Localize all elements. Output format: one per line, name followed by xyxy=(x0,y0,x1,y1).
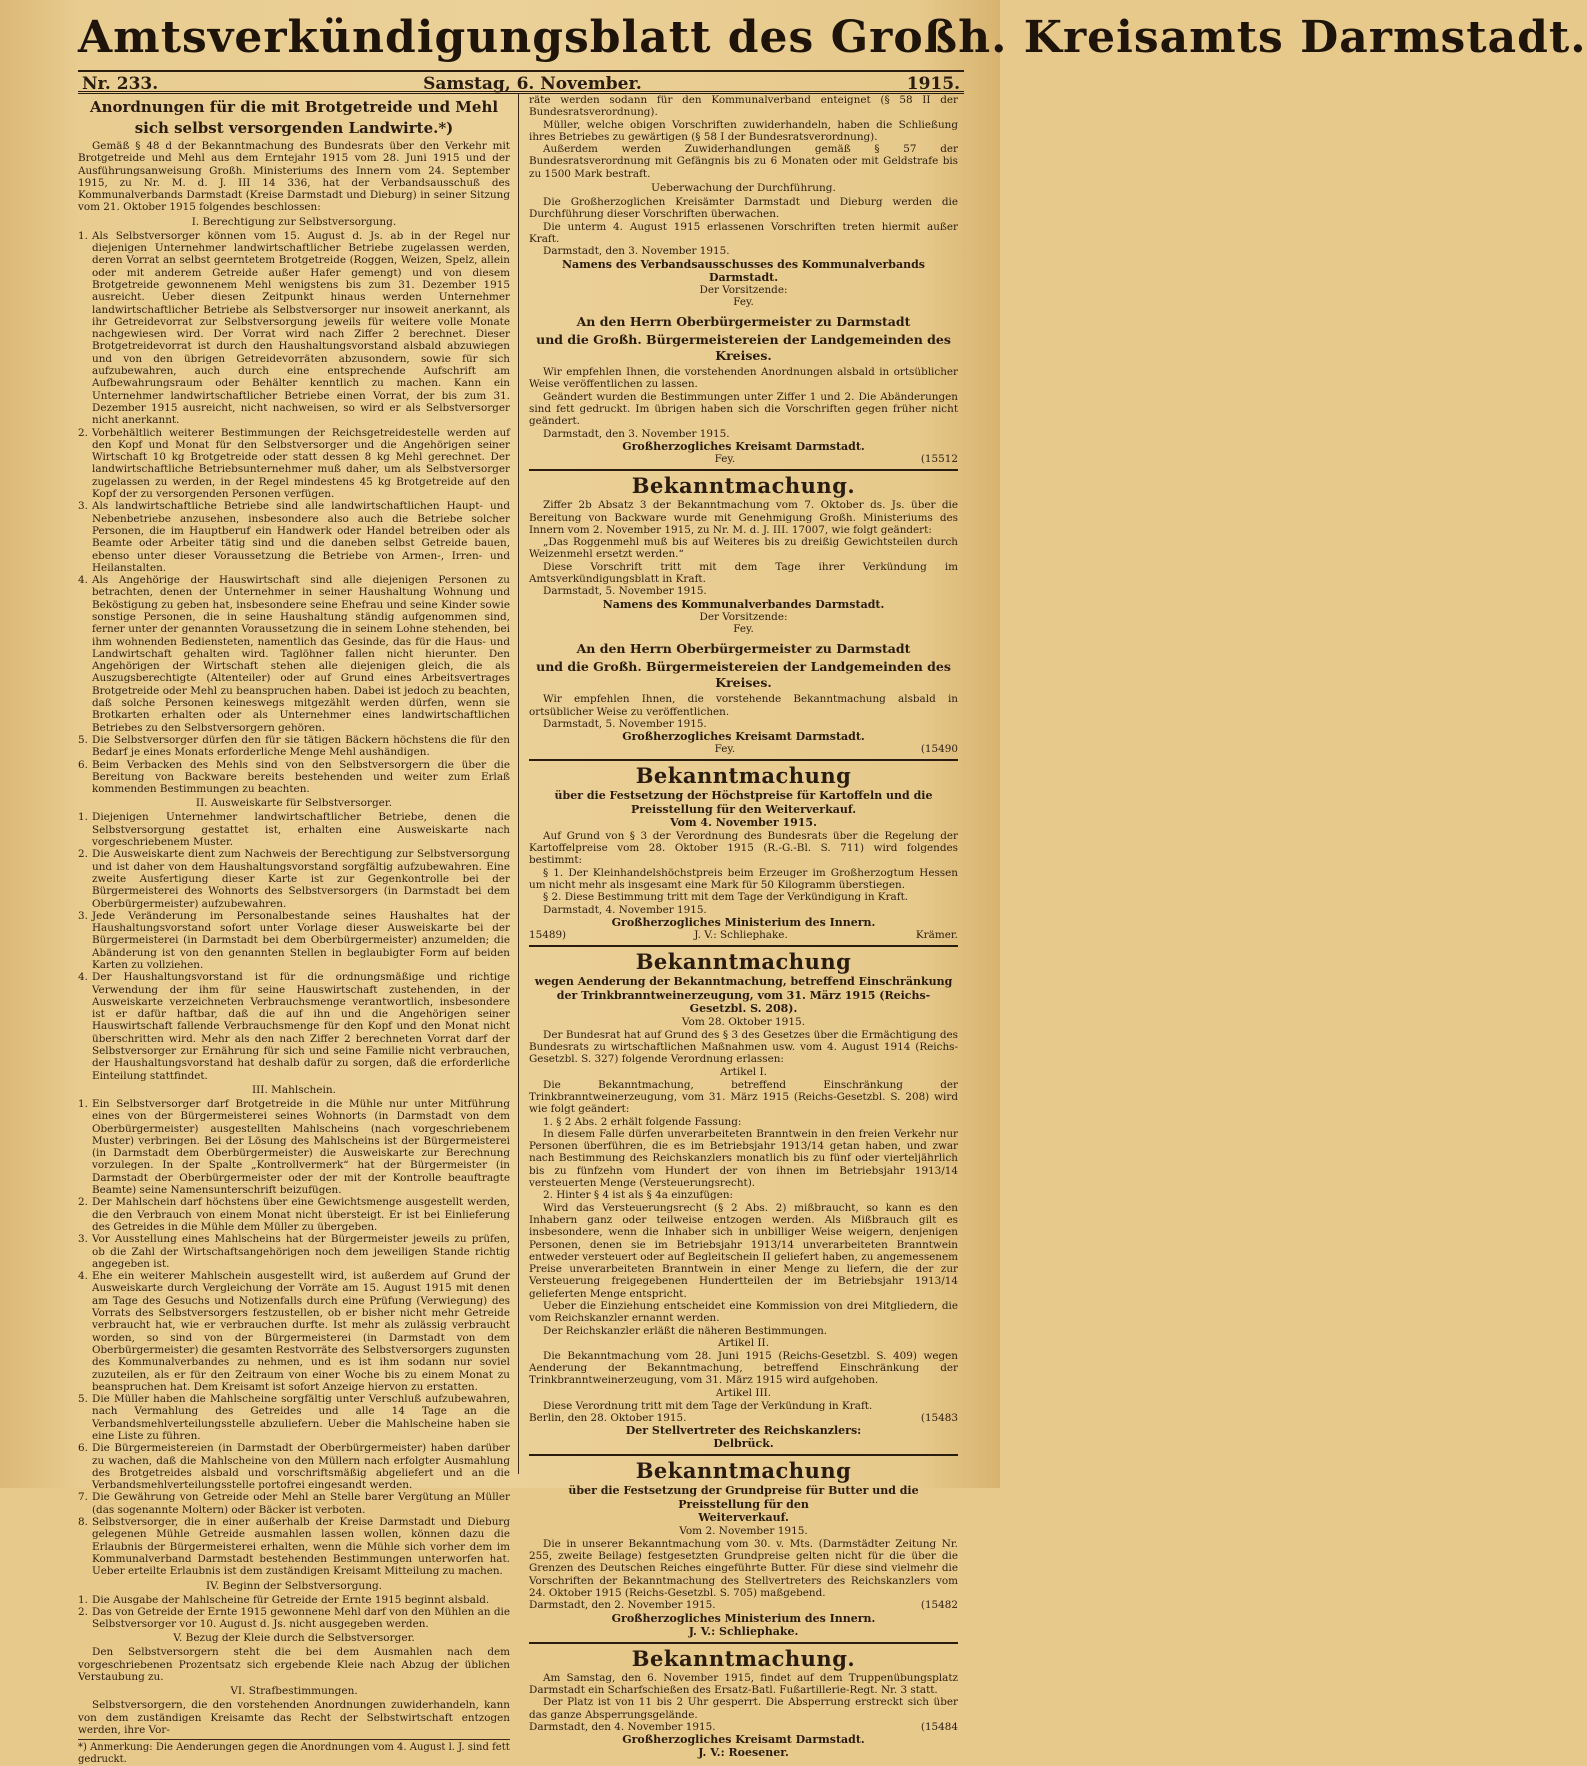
right-section-7: Die Großherzoglichen Kreisämter Darmstadt und Dieburg werden die Durchführung dieser Vorschriften überwachen. Die unterm 4. August 1915 erlassenen Vorschriften treten hiermit außer Kraft. Darmstadt, den 3. November 1915. xyxy=(529,196,958,258)
notice-5-signature-1: Großherzogliches Kreisamt Darmstadt. xyxy=(622,1733,865,1747)
notice-2-subtitle-2: Preisstellung für den Weiterverkauf. xyxy=(630,802,857,816)
notice-4-place-date: Darmstadt, den 2. November 1915. xyxy=(529,1599,716,1612)
list-item xyxy=(78,734,510,759)
list-item xyxy=(78,574,510,734)
right-continuation: räte werden sodann für den Kommunalverband enteignet (§ 58 II der Bundesratsverordnung). Müller, welche obigen Vorschriften zuwiderhandeln, haben die Schließung ihres Betriebes zu gewärtigen (§ 58 I der Bundesratsverordnung). Außerdem werden Zuwiderhandlungen gemäß § 57 der Bundesratsverordnung mit Gefängnis bis zu 6 Monaten oder mit Geldstrafe bis zu 1500 Mark bestraft. xyxy=(529,94,958,180)
section-1-list xyxy=(78,230,510,796)
notice-1-signature-4: Großherzogliches Kreisamt Darmstadt. xyxy=(622,730,865,744)
notice-4-subtitle-3: Vom 2. November 1915. xyxy=(679,1524,808,1537)
list-item-text: Die Selbstversorger dürfen den für sie tätigen Bäckern höchstens die für den Bedarf je eines Monats erforderliche Menge Mehl aushändigen. xyxy=(92,733,510,759)
notice-1-text: Ziffer 2b Absatz 3 der Bekanntmachung vom 7. Oktober ds. Js. über die Bereitung von Backware wurde mit Genehmigung Großh. Ministeriums des Innern vom 2. November 1915, zu Nr. M. d. J. III. 17007, wie folgt geändert: „Das Roggenmehl muß bis auf Weiteres bis zu dreißig Gewichtsteilen durch Weizenmehl ersetzt werden.“ Diese Vorschrift tritt mit dem Tage ihrer Verkündung im Amtsverkündigungsblatt in Kraft. Darmstadt, 5. November 1915. xyxy=(529,499,958,598)
notice-1-signature-5: Fey. xyxy=(714,743,736,756)
notice-2-signature-1: Großherzogliches Ministerium des Innern. xyxy=(611,915,876,929)
notice-1-title: Bekanntmachung. xyxy=(529,469,958,499)
notice-2-signature-2: J. V.: Schliephake. xyxy=(694,928,788,941)
notice-3-article-3: Diese Verordnung tritt mit dem Tage der Verkündung in Kraft. xyxy=(543,1399,873,1412)
list-item-text: Die Müller haben die Mahlscheine sorgfältig unter Verschluß aufzubewahren, nach Vermahlung des Getreides und alle 14 Tage an die Verbandsmehlverteilungsstelle abzuliefern. Ueber die Mahlscheine haben sie eine Liste zu führen. xyxy=(92,1393,510,1442)
notice-5-text: Am Samstag, den 6. November 1915, findet auf dem Truppenübungsplatz Darmstadt ein Scharfschießen des Ersatz-Batl. Fußartillerie-Regt. Nr. 3 statt. Der Platz ist von 11 bis 2 Uhr gesperrt. Die Absperrung erstreckt sich über das ganze Absperrungsgelände. xyxy=(529,1671,958,1721)
section-4-list xyxy=(78,1594,510,1631)
notice-5-sign-row xyxy=(529,1721,958,1733)
notice-4-subtitle-2: Weiterverkauf. xyxy=(698,1511,789,1525)
notice-3-sign-row xyxy=(529,1412,958,1424)
list-item-text: Als Angehörige der Hauswirtschaft sind alle diejenigen Personen zu betrachten, denen der Unternehmer in seiner Haushaltung Wohnung und Beköstigung zu geben hat, insbesondere seine Ehefrau und seine Kinder sowie sonstige Personen, die in seine Haushaltung ständig aufgenommen sind, ferner unter der genannten Voraussetzung die in seinem Lohne stehenden, bei ihm wohnenden Bediensteten, namentlich das Gesinde, das für die Haus- und Landwirtschaft gehalten wird. Taglöhner fallen nicht hierunter. Den Angehörigen der Wirtschaft stehen alle diejenigen gleich, die als Auszugsberechtigte (Altenteiler) oder auf Grund eines Arbeitsvertrages Brotgetreide oder Mehl zu beanspruchen haben. Dabei ist jedoch zu beachten, daß solche Personen keineswegs mitgezählt werden dürfen, wenn sie Brotkarten erhalten oder als Unternehmer eines landwirtschaftlichen Betriebes zu den Selbstversorgern gehören. xyxy=(92,574,510,734)
notice-4-signature-2: J. V.: Schliephake. xyxy=(688,1624,799,1638)
list-item-text: Ein Selbstversorger darf Brotgetreide in die Mühle nur unter Mitführung eines von der Bürgermeisterei seines Wohnorts (in Darmstadt von dem Oberbürgermeister) ausgestellten Mahlscheins (nach vorgeschriebenem Muster) verbringen. Bei der Lösung des Mahlscheins ist der Bürgermeisterei (in Darmstadt dem Oberbürgermeister) die Ausweiskarte zur Berechnung vorzulegen. In der Spalte „Kontrollvermerk“ hat der Bürgermeister (in Darmstadt der Oberbürgermeister oder der mit der Kontrolle beauftragte Beamte) seine Namensunterschrift beizufügen. xyxy=(92,1097,510,1197)
notice-1-address-1: An den Herrn Oberbürgermeister zu Darmstadt xyxy=(576,641,911,657)
section-1-heading: I. Berechtigung zur Selbstversorgung. xyxy=(191,215,397,228)
list-item xyxy=(78,1393,510,1442)
article-2-heading: Artikel II. xyxy=(717,1336,770,1349)
list-item xyxy=(78,1594,510,1606)
list-item-number: 1. xyxy=(78,1593,88,1606)
columns xyxy=(78,94,964,1766)
notice-5-signature-2: J. V.: Roesener. xyxy=(698,1746,789,1760)
list-item xyxy=(78,1098,510,1196)
signature-vorsitzender: Der Vorsitzende: xyxy=(699,283,788,296)
article-1-heading: Artikel I. xyxy=(720,1065,767,1078)
list-item-text: Als landwirtschaftliche Betriebe sind alle landwirtschaftlichen Haupt- und Nebenbetriebe anzusehen, insbesondere also auch die Betriebe solcher Personen, die im Hauptberuf ein Handwerk oder Handel betreiben oder als Beamte oder Arbeiter tätig sind und die daneben selbst Getreide bauen, ebenso unter dieser Voraussetzung die Betriebe von Armen-, Irren- und Heilanstalten. xyxy=(92,500,510,574)
notice-1-signature-2: Der Vorsitzende: xyxy=(699,610,788,623)
list-item xyxy=(78,500,510,574)
notice-3-text: Der Bundesrat hat auf Grund des § 3 des Gesetzes über die Ermächtigung des Bundesrats zu wirtschaftlichen Maßnahmen usw. vom 4. August 1914 (Reichs-Gesetzbl. S. 327) folgende Verordnung erlassen: xyxy=(529,1028,958,1066)
list-item-number: 2. xyxy=(78,848,88,861)
address-1-text: Wir empfehlen Ihnen, die vorstehenden Anordnungen alsbald in ortsüblicher Weise veröffentlichen zu lassen. Geändert wurden die Bestimmungen unter Ziffer 1 und 2. Die Abänderungen sind fett gedruckt. Im übrigen haben sich die Vorschriften gegen früher nicht geändert. Darmstadt, den 3. November 1915. xyxy=(529,366,958,440)
list-item-number: 2. xyxy=(78,426,88,439)
footnote: *) Anmerkung: Die Aenderungen gegen die Anordnungen vom 4. August l. J. sind fett gedruckt. xyxy=(78,1739,510,1766)
notice-number-15483: (15483 xyxy=(920,1412,958,1425)
notice-3-place-date: Berlin, den 28. Oktober 1915. xyxy=(529,1412,687,1425)
notice-1-address-2: und die Großh. Bürgermeistereien der Landgemeinden des Kreises. xyxy=(536,659,951,691)
signature-fey-2: Fey. xyxy=(714,452,736,465)
issue-date: Samstag, 6. November. xyxy=(423,74,642,94)
issue-number: Nr. 233. xyxy=(82,74,159,94)
list-item-text: Selbstversorger, die in einer außerhalb der Kreise Darmstadt und Dieburg gelegenen Mühle Getreide ausmahlen lassen wollen, können dazu die Erlaubnis der Bürgermeisterei erhalten, wenn die Mühle sich vorher dem im Kommunalverband Darmstadt bestehenden Bestimmungen unterworfen hat. Ueber erteilte Erlaubnis ist dem zuständigen Kreisamt Mitteilung zu machen. xyxy=(92,1516,510,1578)
notice-number-15489: 15489) xyxy=(529,928,567,941)
section-5-heading: V. Bezug der Kleie durch die Selbstversorger. xyxy=(173,1632,415,1645)
notice-1-text-2: Wir empfehlen Ihnen, die vorstehende Bekanntmachung alsbald in ortsüblicher Weise zu veröffentlichen. Darmstadt, 5. November 1915. xyxy=(529,693,958,730)
list-item-text: Vor Ausstellung eines Mahlscheins hat der Bürgermeister jeweils zu prüfen, ob die Zahl der Wirtschaftsangehörigen noch dem jeweiligen Stande richtig angegeben ist. xyxy=(92,1233,510,1270)
notice-3-subtitle-1: wegen Aenderung der Bekanntmachung, betreffend Einschränkung der Trinkbranntweinerzeugung, vom 31. März 1915 (Reichs-Gesetzbl. S. 208). xyxy=(534,975,953,1016)
list-item-number: 3. xyxy=(78,1233,88,1246)
section-6-heading: VI. Strafbestimmungen. xyxy=(230,1685,358,1698)
list-item-number: 3. xyxy=(78,909,88,922)
list-item xyxy=(78,1196,510,1233)
signature-fey: Fey. xyxy=(733,295,754,308)
list-item-text: Diejenigen Unternehmer landwirtschaftlicher Betriebe, denen die Selbstversorgung gestattet ist, erhalten eine Ausweiskarte nach vorgeschriebenem Muster. xyxy=(92,811,510,849)
section-5-text: Den Selbstversorgern steht die bei dem Ausmahlen nach dem vorgeschriebenen Prozentsatz sich ergebende Kleie nach Abzug der üblichen Verstaubung zu. xyxy=(78,1646,510,1684)
section-2-heading: II. Ausweiskarte für Selbstversorger. xyxy=(195,797,393,810)
list-item-text: Vorbehältlich weiterer Bestimmungen der Reichsgetreidestelle werden auf den Kopf und Monat für den Selbstversorger und die Angehörigen seiner Wirtschaft 10 kg Brotgetreide oder statt dessen 8 kg Mehl gerechnet. Der landwirtschaftliche Betriebsunternehmer muß daher, um als Selbstversorger zugelassen zu werden, in der Regel mindestens 45 kg Brotgetreide auf den Kopf der zu versorgenden Personen verfügen. xyxy=(92,426,510,501)
notice-1-signature-1: Namens des Kommunalverbandes Darmstadt. xyxy=(602,597,885,611)
list-item-text: Die Ausweiskarte dient zum Nachweis der Berechtigung zur Selbstversorgung und ist daher von dem Haushaltungsvorstand sorgfältig aufzubewahren. Eine zweite Ausfertigung dieser Karte ist zur Gegenkontrolle bei der Bürgermeisterei des Wohnorts des Selbstversorgers (in Darmstadt bei dem Oberbürgermeister) aufzubewahren. xyxy=(92,848,510,910)
notice-number-15490: (15490 xyxy=(920,743,958,756)
list-item xyxy=(78,1516,510,1577)
notice-2-subtitle-1: über die Festsetzung der Höchstpreise für Kartoffeln und die xyxy=(554,789,933,803)
list-item xyxy=(78,1606,510,1631)
list-item xyxy=(78,1491,510,1516)
list-item-number: 4. xyxy=(78,574,88,587)
notice-4-subtitle-1: über die Festsetzung der Grundpreise für Butter und die Preisstellung für den xyxy=(568,1484,919,1511)
notice-4-signature-1: Großherzogliches Ministerium des Innern. xyxy=(611,1611,876,1625)
left-title-1: Anordnungen für die mit Brotgetreide und Mehl xyxy=(89,98,499,116)
signature-row-1 xyxy=(529,453,958,465)
notice-4-title: Bekanntmachung xyxy=(529,1454,958,1484)
notice-number-15482: (15482 xyxy=(920,1599,958,1612)
list-item xyxy=(78,910,510,971)
notice-1-sign-row xyxy=(529,743,958,755)
list-item-number: 2. xyxy=(78,1196,88,1209)
notice-3-title: Bekanntmachung xyxy=(529,945,958,975)
list-item xyxy=(78,230,510,427)
notice-number-15512: (15512 xyxy=(920,452,958,465)
notice-3-article-2: Die Bekanntmachung vom 28. Juni 1915 (Reichs-Gesetzbl. S. 409) wegen Aenderung der Bekanntmachung, betreffend Einschränkung der Trinkbranntweinerzeugung, vom 31. März 1915 wird aufgehoben. xyxy=(529,1349,958,1387)
list-item-text: Der Haushaltungsvorstand ist für die ordnungsmäßige und richtige Verwendung der ihm für seine Hauswirtschaft zustehenden, in der Ausweiskarte verzeichneten Verbrauchsmenge verantwortlich, insbesondere ist er dafür haftbar, daß die auf ihn und die Angehörigen seiner Hauswirtschaft fallende Verbrauchsmenge für den Kopf und den Monat nicht überschritten wird. Mehr als den nach Ziffer 2 berechneten Vorrat darf der Selbstversorger zur Ernährung für sich und seine Familie nicht verbrauchen, der Haushaltungsvorstand hat deshalb dafür zu sorgen, daß die erforderliche Einteilung stattfindet. xyxy=(92,971,510,1082)
section-3-heading: III. Mahlschein. xyxy=(252,1083,336,1096)
notice-2-text: Auf Grund von § 3 der Verordnung des Bundesrats über die Regelung der Kartoffelpreise vom 28. Oktober 1915 (R.-G.-Bl. S. 711) wird folgendes bestimmt: § 1. Der Kleinhandelshöchstpreis beim Erzeuger im Großherzogtum Hessen um nicht mehr als insgesamt eine Mark für 50 Kilogramm überstiegen. § 2. Diese Bestimmung tritt mit dem Tage der Verkündigung in Kraft. Darmstadt, 4. November 1915. xyxy=(529,829,958,916)
address-1b: und die Großh. Bürgermeistereien der Landgemeinden des Kreises. xyxy=(536,332,951,364)
list-item-number: 6. xyxy=(78,1442,88,1455)
notice-3-signature-1: Der Stellvertreter des Reichskanzlers: xyxy=(625,1424,862,1438)
section-4-heading: IV. Beginn der Selbstversorgung. xyxy=(205,1579,383,1592)
list-item-text: Als Selbstversorger können vom 15. August d. Js. ab in der Regel nur diejenigen Unternehmer landwirtschaftlicher Betriebe zugelassen werden, deren Vorrat an selbst geerntetem Brotgetreide (Roggen, Weizen, Spelz, allein oder mit anderem Getreide außer Hafer gemengt) und von diesem Brotgetreide gewonnenem Mehl wenigstens bis zum 31. Dezember 1915 ausreicht. Ueber diesen Zeitpunkt hinaus werden Unternehmer landwirtschaftlicher Betriebe als Selbstversorger nur insoweit anerkannt, als ihr Getreidevorrat zur Selbstversorgung jeweils für weitere volle Monate nachgewiesen wird. Der Vorrat wird nach Ziffer 2 berechnet. Dieser Brotgetreidevorrat ist durch den Haushaltungsvorstand alsbald abzuwiegen und von den übrigen Getreidevorräten abzusondern, sowie für sich aufzubewahren, auch durch eine entsprechende Aufschrift am Aufbewahrungsraum oder Behälter kenntlich zu machen. Kann ein Unternehmer landwirtschaftlicher Betriebe einen Vorrat, der bis zum 31. Dezember 1915 ausreicht, nicht nachweisen, so wird er als Selbstversorger nicht anerkannt. xyxy=(92,229,510,427)
list-item xyxy=(78,427,510,501)
notice-4-text: Die in unserer Bekanntmachung vom 30. v. Mts. (Darmstädter Zeitung Nr. 255, zweite Beilage) festgesetzten Grundpreise gelten nicht für die über die Grenzen des Deutschen Reiches eingeführte Butter. Für diese sind vielmehr die Vorschriften der Bekanntmachung des Stellvertreters des Reichskanzlers vom 24. Oktober 1915 (Reichs-Gesetzbl. S. 705) maßgebend. xyxy=(529,1537,958,1600)
list-item-number: 1. xyxy=(78,811,88,824)
signature-verband: Namens des Verbandsausschusses des Kommunalverbands Darmstadt. xyxy=(561,257,926,284)
section-6-text: Selbstversorgern, die den vorstehenden Anordnungen zuwiderhandeln, kann von dem zuständigen Kreisamte das Recht der Selbstwirtschaft entzogen werden, ihre Vor- xyxy=(78,1699,510,1736)
notice-4-sign-row xyxy=(529,1599,958,1611)
list-item-number: 8. xyxy=(78,1516,88,1529)
signature-kreisamt: Großherzogliches Kreisamt Darmstadt. xyxy=(622,439,865,453)
list-item-text: Die Gewährung von Getreide oder Mehl an Stelle barer Vergütung an Müller (das sogenannte Moltern) oder Bäcker ist verboten. xyxy=(92,1491,510,1516)
list-item-number: 2. xyxy=(78,1605,88,1618)
left-column xyxy=(78,94,518,1766)
list-item-text: Beim Verbacken des Mehls sind von den Selbstversorgern die über die Bereitung von Backware bereits bestehenden und weiter zum Erlaß kommenden Bestimmungen zu beachten. xyxy=(92,758,510,796)
list-item-number: 5. xyxy=(78,733,88,746)
list-item-text: Das von Getreide der Ernte 1915 gewonnene Mehl darf von den Mühlen an die Selbstversorger vor 10. August d. Js. nicht ausgegeben werden. xyxy=(92,1605,510,1631)
section-3-list xyxy=(78,1098,510,1578)
notice-3-signature-2: Delbrück. xyxy=(713,1437,774,1451)
notice-5-place-date: Darmstadt, den 4. November 1915. xyxy=(529,1720,716,1733)
list-item-text: Jede Veränderung im Personalbestande seines Haushaltes hat der Haushaltungsvorstand sofort unter Vorlage dieser Ausweiskarte bei der Bürgermeisterei (in Darmstadt bei dem Oberbürgermeister) anzumelden; die Abänderung ist von den genannten Stellen in beglaubigter Form auf beiden Karten zu vollziehen. xyxy=(92,909,510,971)
list-item-text: Die Ausgabe der Mahlscheine für Getreide der Ernte 1915 beginnt alsbald. xyxy=(92,1593,490,1606)
list-item xyxy=(78,848,510,909)
list-item-number: 7. xyxy=(78,1491,88,1504)
list-item xyxy=(78,971,510,1082)
notice-3-subtitle-2: Vom 28. Oktober 1915. xyxy=(681,1015,806,1028)
notice-2-subtitle-3: Vom 4. November 1915. xyxy=(670,816,817,830)
list-item-number: 4. xyxy=(78,971,88,984)
left-intro: Gemäß § 48 d der Bekanntmachung des Bundesrats über den Verkehr mit Brotgetreide und Mehl aus dem Erntejahr 1915 vom 28. Juni 1915 und der Ausführungsanweisung Großh. Ministeriums des Innern vom 24. September 1915, zu Nr. M. d. J. III 14 336, hat der Verbandsausschuß des Kommunalverbands Darmstadt (Kreise Darmstadt und Dieburg) in seiner Sitzung vom 21. Oktober 1915 folgendes beschlossen: xyxy=(78,140,510,214)
section-7-heading: Ueberwachung der Durchführung. xyxy=(651,182,836,195)
left-title-2: sich selbst versorgenden Landwirte.*) xyxy=(134,119,454,137)
list-item-number: 5. xyxy=(78,1393,88,1406)
notice-3-article-1: Die Bekanntmachung, betreffend Einschränkung der Trinkbranntweinerzeugung, vom 31. März 1915 (Reichs-Gesetzbl. S. 208) wird wie folgt geändert: 1. § 2 Abs. 2 erhält folgende Fassung: In diesem Falle dürfen unverarbeiteten Branntwein in den freien Verkehr nur Personen überführen, die es im Betriebsjahr 1913/14 getan haben, und zwar nach Bestimmung des Reichskanzlers monatlich bis zu fünf oder vierteljährlich bis zu fünfzehn vom Hundert der von ihnen im Betriebsjahr 1913/14 versteuerten Menge (Versteuerungsrecht). 2. Hinter § 4 ist als § 4a einzufügen: Wird das Versteuerungsrecht (§ 2 Abs. 2) mißbraucht, so kann es den Inhabern ganz oder teilweise entzogen werden. Als Mißbrauch gilt es insbesondere, wenn die Inhaber sich in unbilliger Weise weigern, denjenigen Personen, denen sie im Betriebsjahr 1913/14 unverarbeiteten Branntwein entweder versteuert oder auf Begleitschein II geliefert haben, zu angemessenem Preise unverarbeiteten Branntwein in einer Menge zu liefern, die der zur Versteuerung freigegebenen Hundertteilen der im Betriebsjahr 1913/14 gelieferten Menge entspricht. Ueber die Einziehung entscheidet eine Kommission von drei Mitgliedern, die vom Reichskanzler ernannt werden. Der Reichskanzler erläßt die näheren Bestimmungen. xyxy=(529,1078,958,1337)
list-item-number: 1. xyxy=(78,229,88,242)
list-item-number: 4. xyxy=(78,1270,88,1283)
notice-2-sign-row xyxy=(529,929,958,941)
list-item xyxy=(78,1270,510,1393)
issue-year: 1915. xyxy=(906,74,960,94)
list-item-text: Ehe ein weiterer Mahlschein ausgestellt wird, ist außerdem auf Grund der Ausweiskarte durch Vergleichung der Vorräte am 15. August 1915 mit denen am Tage des Gesuchs und Notizenfalls durch eine Prüfung (Verwiegung) des Vorrats des Selbstversorgers festzustellen, ob er bisher nicht mehr Getreide verbraucht hat, wie er verbrauchen durfte. Ist mehr als zulässig verbraucht worden, so sind von der Bürgermeisterei (in Darmstadt von dem Oberbürgermeister) die gesamten Restvorräte des Selbstversorgers zugunsten des Kommunalverbandes zu nehmen, und es ist ihm sodann nur soviel zuzuteilen, als er für den Zeitraum von einer Woche bis zu einem Monat zu beanspruchen hat. Dem Kreisamt ist sofort Anzeige hiervon zu erstatten. xyxy=(92,1270,510,1393)
list-item-number: 1. xyxy=(78,1097,88,1110)
notice-2-signature-3: Krämer. xyxy=(915,928,958,941)
list-item xyxy=(78,811,510,848)
masthead: Amtsverkündigungsblatt des Großh. Kreisamts Darmstadt. xyxy=(78,12,1587,63)
list-item xyxy=(78,1442,510,1491)
notice-5-title: Bekanntmachung. xyxy=(529,1642,958,1672)
address-1a: An den Herrn Oberbürgermeister zu Darmstadt xyxy=(576,314,911,330)
list-item-number: 3. xyxy=(78,500,88,513)
section-2-list xyxy=(78,811,510,1082)
list-item xyxy=(78,759,510,796)
list-item xyxy=(78,1233,510,1270)
list-item-text: Die Bürgermeistereien (in Darmstadt der Oberbürgermeister) haben darüber zu wachen, daß die Mahlscheine von den Müllern nach erfolgter Ausmahlung des Brotgetreides alsbald und vorschriftsmäßig abgeliefert und an die Verbandsmehlverteilungsstelle portofrei eingesandt werden. xyxy=(92,1442,510,1492)
dateline xyxy=(78,70,964,94)
list-item-text: Der Mahlschein darf höchstens über eine Gewichtsmenge ausgestellt werden, die den Verbrauch von einem Monat nicht übersteigt. Er ist bei Einlieferung des Getreides in die Mühle dem Müller zu übergeben. xyxy=(92,1196,510,1233)
notice-1-signature-3: Fey. xyxy=(733,622,754,635)
notice-2-title: Bekanntmachung xyxy=(529,759,958,789)
right-column xyxy=(518,94,958,1760)
article-3-heading: Artikel III. xyxy=(715,1386,772,1399)
notice-number-15484: (15484 xyxy=(920,1720,958,1733)
list-item-number: 6. xyxy=(78,758,88,771)
